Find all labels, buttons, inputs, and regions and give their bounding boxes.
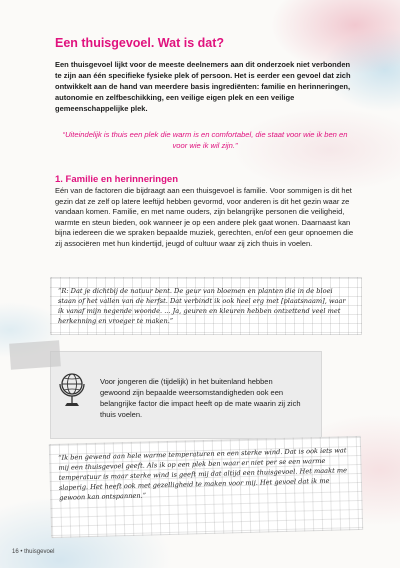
quote-card-2 (49, 436, 363, 538)
tape-strip (9, 340, 61, 369)
intro-paragraph: Een thuisgevoel lijkt voor de meeste deelnemers aan dit onderzoek niet verbonden te zijn aan één specifieke fysieke plek of persoon. Het is eerder een gevoel dat zich ontwikkelt aan de hand van meerdere basis ingrediënten: familie en herinneringen, autonomie en zelfbeschikking, een veilige eigen plek en een veilige gemeenschappelijke plek. (55, 60, 351, 113)
section-heading: 1. Familie en herinneringen (55, 174, 179, 185)
info-note-text: Voor jongeren die (tijdelijk) in het buitenland hebben gewoond zijn bepaalde weersomstandigheden ook een belangrijke factor die impact heeft op de mate waarin zij zich thuis voelen. (100, 377, 301, 419)
quote-card-1 (50, 277, 362, 335)
quote-card-1-text: “R: Dat je dichtbij de natuur bent. De geur van bloemen en planten die in de bloei staan of het vallen van de herfst. Dat verbindt ik ook heel erg met [plaatsnaam], waar ik vanaf mijn negende woonde. ... Ja, geuren en kleuren hebben ontzettend veel met herkenning en vroeger te maken.” (58, 287, 346, 325)
quote-card-2-text: “Ik ben gewend aan hele warme temperaturen en een sterke wind. Dat is ook iets wat mij een thuisgevoel geeft. Als ik op een plek ben waar er niet per se een warme temperatuur is maar sterke wind is geeft mij dat altijd een thuisgevoel. Het maakt me slaperig. Het heeft ook met gezelligheid te maken voor mij. Het gevoel dat ik me gewoon kan ontspannen.” (58, 446, 348, 502)
page-footer: 16 • thuisgevoel (12, 549, 55, 555)
globe-icon (58, 370, 86, 410)
pull-quote: “Uiteindelijk is thuis een plek die warm is en comfortabel, die staat voor wie ik ben en voor wie ik wil zijn.” (62, 130, 348, 150)
page-title: Een thuisgevoel. Wat is dat? (55, 36, 225, 50)
section-body: Eén van de factoren die bijdraagt aan een thuisgevoel is familie. Voor sommigen is dit het gezin dat ze zelf op latere leeftijd hebben gevormd, voor anderen is dit het gezin waar ze vandaan komen. Familie, en met name ouders, zijn belangrijke personen die veiligheid, warmte en steun bieden, ook wanneer je op een andere plek gaat wonen. Daarnaast kan bijna iedereen die we spraken bepaalde muziek, gerechten, en/of een geur opnoemen die zij associëren met hun kindertijd, jeugd of cultuur waar zij zich thuis in voelen. (55, 186, 354, 248)
